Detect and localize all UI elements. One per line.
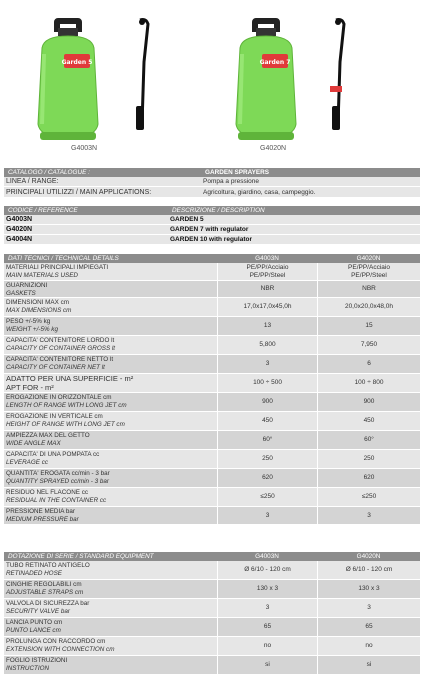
code-description: GARDEN 7 with regulator [170, 226, 249, 233]
spec-value-2: NBR [317, 281, 420, 297]
spec-value-1: 3 [217, 599, 317, 617]
spec-label-en: LEVERAGE cc [6, 458, 48, 466]
tech-row [4, 469, 420, 488]
tech-row [4, 281, 420, 298]
tech-col1-header: G4003N [255, 255, 279, 262]
spec-label-it: RESIDUO NEL FLACONE cc [6, 489, 88, 496]
spec-value-2: si [317, 656, 420, 674]
spec-label-it: GUARNIZIONI [6, 282, 48, 289]
spec-value-1: 900 [217, 393, 317, 411]
spec-label [4, 393, 217, 411]
equip-row [4, 618, 420, 637]
spec-label-en: QUANTITY SPRAYED cc/min - 3 bar [6, 477, 109, 485]
code-value: G4003N [6, 216, 33, 223]
spec-label-it: PRESSIONE MEDIA bar [6, 508, 75, 515]
equip-section [4, 552, 420, 675]
tech-section [4, 254, 420, 525]
spec-value-1: 450 [217, 412, 317, 430]
spec-value-2: 3 [317, 599, 420, 617]
spec-label-it: QUANTITA' EROGATA cc/min - 3 bar [6, 470, 110, 477]
spec-label-en: SECURITY VALVE bar [6, 607, 70, 615]
spec-label-en: WIDE ANGLE MAX [6, 439, 61, 447]
spec-value-2: 130 x 3 [317, 580, 420, 598]
spec-value-1: 3 [217, 507, 317, 524]
spec-label-it: LANCIA PUNTO cm [6, 619, 63, 626]
spec-label [4, 298, 217, 316]
product-images [0, 0, 424, 163]
spec-label-it: CAPACITA' CONTENITORE NETTO lt [6, 356, 114, 363]
spec-label [4, 336, 217, 354]
spec-label-en: RESIDUAL IN THE CONTAINER cc [6, 496, 107, 504]
spec-label-it: MATERIALI PRINCIPALI IMPIEGATI [6, 264, 109, 271]
spec-label-it: CAPACITA' DI UNA POMPATA cc [6, 451, 100, 458]
spec-label-it: CAPACITA' CONTENITORE LORDO lt [6, 337, 115, 344]
spec-label [4, 618, 217, 636]
product-caption-1: G4003N [71, 145, 98, 152]
spec-label [4, 469, 217, 487]
code-row [4, 235, 420, 245]
spec-label [4, 561, 217, 579]
tech-row [4, 412, 420, 431]
catalogue-line-row [4, 177, 420, 187]
spec-value-1: 65 [217, 618, 317, 636]
equip-header-title: DOTAZIONE DI SERIE / STANDARD EQUIPMENT [8, 553, 154, 560]
tech-header [4, 254, 420, 263]
spec-value-2: 620 [317, 469, 420, 487]
tech-row [4, 450, 420, 469]
equip-row [4, 637, 420, 656]
spec-label [4, 431, 217, 449]
spec-value-2: PE/PP/Acciaio PE/PP/Steel [317, 263, 420, 280]
catalogue-section [4, 168, 420, 198]
spec-label-en: INSTRUCTION [6, 664, 50, 672]
spec-label [4, 374, 217, 392]
spec-value-2: 100 ÷ 800 [317, 374, 420, 392]
spec-label-it: EROGAZIONE IN VERTICALE cm [6, 413, 103, 420]
spec-label-en: HEIGHT OF RANGE WITH LONG JET cm [6, 420, 125, 428]
spec-label-en: MEDIUM PRESSURE bar [6, 515, 79, 523]
spec-value-1: 620 [217, 469, 317, 487]
spec-label [4, 412, 217, 430]
spec-value-2: 900 [317, 393, 420, 411]
spec-label-en: APT FOR - m² [6, 382, 54, 392]
tech-row [4, 431, 420, 450]
spec-value-1: Ø 6/10 - 120 cm [217, 561, 317, 579]
spec-label-en: MAIN MATERIALS USED [6, 271, 78, 279]
spec-label-it: PESO +/-5% kg [6, 318, 51, 325]
apps-value: Agricoltura, giardino, casa, campeggio. [203, 189, 316, 196]
spec-value-1: no [217, 637, 317, 655]
product-caption-2: G4020N [260, 145, 287, 152]
spec-value-1: 60° [217, 431, 317, 449]
spec-label [4, 281, 217, 297]
tank-label-text: Garden 5 [61, 59, 93, 66]
spec-label-en: CAPACITY OF CONTAINER NET lt [6, 363, 105, 371]
spec-label [4, 637, 217, 655]
equip-row [4, 599, 420, 618]
spec-label [4, 599, 217, 617]
spec-label [4, 580, 217, 598]
spec-label-en: PUNTO LANCE cm [6, 626, 61, 634]
spec-label [4, 450, 217, 468]
spec-value-1: ≤250 [217, 488, 317, 506]
spec-value-1: 17,0x17,0x45,0h [217, 298, 317, 316]
spec-label-it: CINGHIE REGOLABILI cm [6, 581, 82, 588]
spec-value-1: 130 x 3 [217, 580, 317, 598]
code-description: GARDEN 5 [170, 216, 204, 223]
spec-value-2: 7,950 [317, 336, 420, 354]
codes-header-left: CODICE / REFERENCE [8, 207, 78, 214]
tech-row [4, 298, 420, 317]
tech-row [4, 393, 420, 412]
spec-label-it: VALVOLA DI SICUREZZA bar [6, 600, 90, 607]
tech-row [4, 374, 420, 393]
code-description: GARDEN 10 with regulator [170, 236, 252, 243]
spec-value-2: ≤250 [317, 488, 420, 506]
catalogue-apps-row [4, 187, 420, 198]
spec-value-2: 60° [317, 431, 420, 449]
equip-header [4, 552, 420, 561]
tech-col2-header: G4020N [356, 255, 381, 262]
code-row [4, 215, 420, 225]
spec-value-1: 100 ÷ 500 [217, 374, 317, 392]
spec-label-it: EROGAZIONE IN ORIZZONTALE cm [6, 394, 112, 401]
spec-label-it: ADATTO PER UNA SUPERFICIE - m² [6, 374, 134, 383]
spec-label [4, 656, 217, 674]
tech-row [4, 317, 420, 336]
code-row [4, 225, 420, 235]
catalogue-header [4, 168, 420, 177]
code-value: G4020N [6, 226, 33, 233]
tech-row [4, 336, 420, 355]
spec-label [4, 355, 217, 373]
spec-value-1: 13 [217, 317, 317, 335]
spec-value-2: 65 [317, 618, 420, 636]
spec-value-1: 250 [217, 450, 317, 468]
codes-header [4, 206, 420, 215]
spec-value-2: 15 [317, 317, 420, 335]
spec-value-1: NBR [217, 281, 317, 297]
line-label: LINEA / RANGE: [6, 178, 59, 185]
codes-header-right: DESCRIZIONE / DESCRIPTION [172, 207, 265, 214]
tech-header-title: DATI TECNICI / TECHNICAL DETAILS [8, 255, 119, 262]
tech-row [4, 488, 420, 507]
spec-label-en: GASKETS [6, 289, 36, 297]
catalogue-header-right: GARDEN SPRAYERS [205, 169, 270, 176]
spec-label-en: LENGTH OF RANGE WITH LONG JET cm [6, 401, 127, 409]
tech-row [4, 263, 420, 281]
spec-label-en: WEIGHT +/-5% kg [6, 325, 58, 333]
spec-value-1: 5,800 [217, 336, 317, 354]
line-value: Pompa a pressione [203, 178, 260, 185]
spec-label-it: DIMENSIONI MAX cm [6, 299, 69, 306]
spec-label-en: CAPACITY OF CONTAINER GROSS lt [6, 344, 116, 352]
spec-label [4, 488, 217, 506]
tech-row [4, 507, 420, 525]
tech-row [4, 355, 420, 374]
spec-value-1: PE/PP/Acciaio PE/PP/Steel [217, 263, 317, 280]
spec-label-en: ADJUSTABLE STRAPS cm [6, 588, 84, 596]
spec-label-it: AMPIEZZA MAX DEL GETTO [6, 432, 90, 439]
catalogue-header-left: CATALOGO / CATALOGUE : [8, 169, 90, 176]
spec-value-2: 3 [317, 507, 420, 524]
spec-label-en: MAX DIMENSIONS cm [6, 306, 72, 314]
spec-label-it: FOGLIO ISTRUZIONI [6, 657, 68, 664]
spec-label [4, 507, 217, 524]
spec-value-2: no [317, 637, 420, 655]
spec-value-2: 450 [317, 412, 420, 430]
spec-label [4, 263, 217, 280]
spec-label-en: RETINADED HOSE [6, 569, 62, 577]
tank-label-text-2: Garden 7 [259, 59, 291, 66]
spec-label-it: TUBO RETINATO ANTIGELO [6, 562, 90, 569]
equip-col2-header: G4020N [356, 553, 381, 560]
spec-value-2: 250 [317, 450, 420, 468]
spec-value-2: 20,0x20,0x48,0h [317, 298, 420, 316]
spec-label-en: EXTENSION WITH CONNECTION cm [6, 645, 115, 653]
spec-value-2: Ø 6/10 - 120 cm [317, 561, 420, 579]
spec-value-1: 3 [217, 355, 317, 373]
spec-label-it: PROLUNGA CON RACCORDO cm [6, 638, 106, 645]
sprayer-image-g4003n [30, 14, 170, 144]
equip-row [4, 656, 420, 675]
equip-row [4, 580, 420, 599]
spec-value-2: 6 [317, 355, 420, 373]
spec-value-1: si [217, 656, 317, 674]
apps-label: PRINCIPALI UTILIZZI / MAIN APPLICATIONS: [6, 189, 152, 196]
equip-col1-header: G4003N [255, 553, 279, 560]
code-value: G4004N [6, 236, 33, 243]
codes-section [4, 206, 420, 245]
sprayer-image-g4020n [232, 14, 372, 144]
equip-row [4, 561, 420, 580]
spec-label [4, 317, 217, 335]
